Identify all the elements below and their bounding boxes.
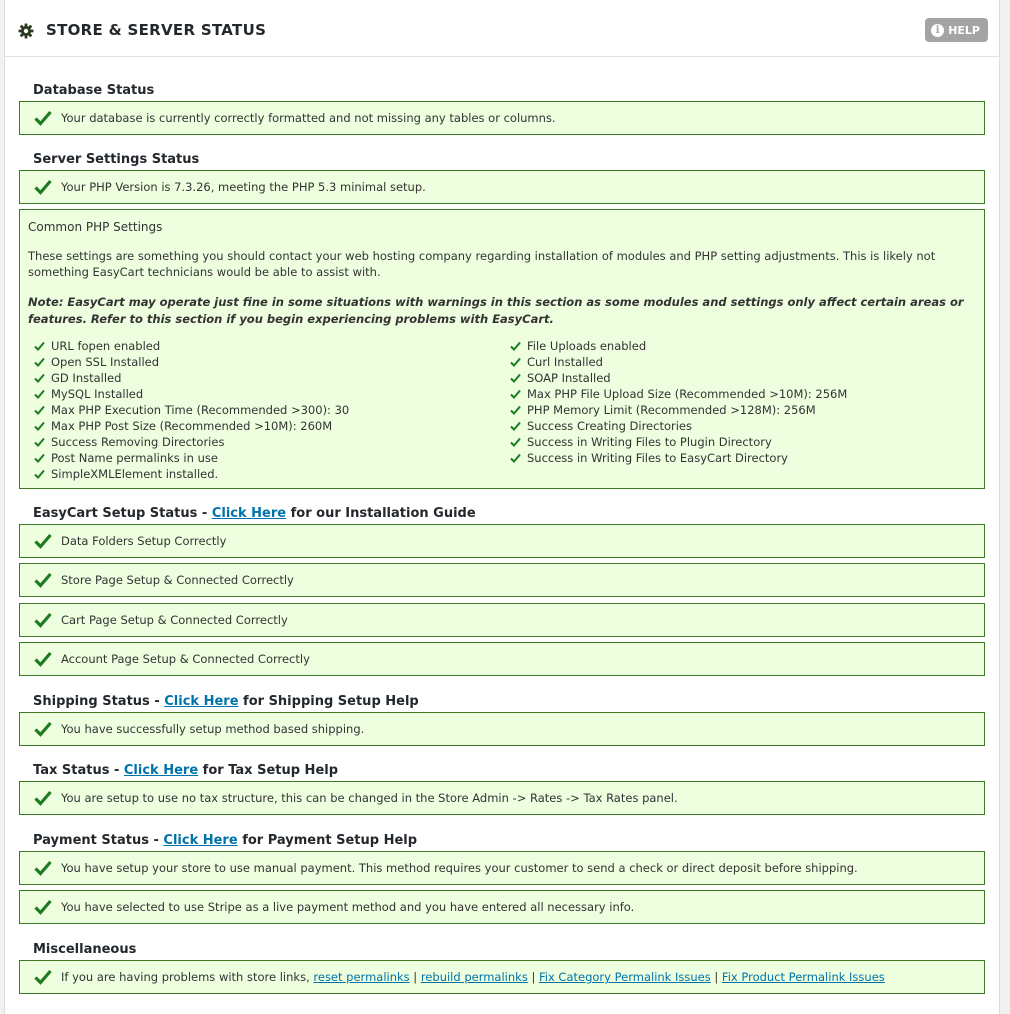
link-divider: |	[409, 970, 421, 984]
php-setting-label: Max PHP Post Size (Recommended >10M): 260M	[51, 419, 333, 433]
payment-help-link[interactable]: Click Here	[163, 833, 238, 848]
check-icon	[34, 720, 52, 738]
payment-status-label: Payment Status	[33, 833, 149, 848]
payment-message	[19, 851, 985, 885]
shipping-status-suffix: for Shipping Setup Help	[238, 694, 419, 709]
setup-status-title	[33, 506, 476, 521]
setup-message	[19, 524, 985, 558]
shipping-status-label: Shipping Status	[33, 694, 150, 709]
rebuild-permalinks-link[interactable]: rebuild permalinks	[420, 970, 528, 984]
gear-icon	[18, 23, 34, 39]
link-divider: |	[527, 970, 539, 984]
database-status-title: Database Status	[33, 83, 155, 98]
php-setting-label: SimpleXMLElement installed.	[51, 467, 219, 481]
php-setting-item	[34, 338, 349, 354]
separator: -	[197, 506, 212, 521]
php-setting-label: Success in Writing Files to Plugin Directory	[527, 435, 772, 449]
php-setting-item	[510, 370, 847, 386]
message-text: If you are having problems with store links,	[61, 970, 314, 984]
php-setting-label: Success in Writing Files to EasyCart Directory	[527, 451, 788, 465]
php-setting-label: SOAP Installed	[527, 371, 611, 385]
php-setting-item	[510, 418, 847, 434]
shipping-status-title	[33, 694, 419, 709]
php-setting-item	[510, 402, 847, 418]
php-setting-label: PHP Memory Limit (Recommended >128M): 256M	[527, 403, 816, 417]
check-icon	[510, 341, 521, 352]
php-setting-item	[34, 466, 349, 482]
check-icon	[34, 859, 52, 877]
php-setting-item	[510, 450, 847, 466]
message-text: You have successfully setup method based shipping.	[61, 722, 365, 736]
php-settings-note: Note: EasyCart may operate just fine in some situations with warnings in this section as some modules and settings only affect certain areas or features. Refer to this section if you begin experiencing problems with EasyCart.	[28, 295, 964, 326]
fix-product-permalink-link[interactable]: Fix Product Permalink Issues	[721, 970, 885, 984]
database-status-message	[19, 101, 985, 135]
misc-title: Miscellaneous	[33, 942, 137, 957]
php-setting-item	[510, 354, 847, 370]
check-icon	[34, 611, 52, 629]
message-text: Data Folders Setup Correctly	[61, 534, 227, 548]
message-text: Your database is currently correctly formatted and not missing any tables or columns.	[61, 111, 556, 125]
setup-message	[19, 603, 985, 637]
message-text: Cart Page Setup & Connected Correctly	[61, 613, 288, 627]
php-setting-item	[510, 338, 847, 354]
php-setting-item	[34, 418, 349, 434]
php-setting-label: Success Removing Directories	[51, 435, 225, 449]
check-icon	[34, 453, 45, 464]
check-icon	[510, 437, 521, 448]
php-setting-label: GD Installed	[51, 371, 122, 385]
installation-guide-link[interactable]: Click Here	[211, 506, 287, 521]
shipping-message	[19, 712, 985, 746]
check-icon	[34, 373, 45, 384]
check-icon	[34, 341, 45, 352]
php-setting-label: Max PHP Execution Time (Recommended >300): 30	[51, 403, 350, 417]
server-status-message	[19, 170, 985, 204]
check-icon	[510, 421, 521, 432]
check-icon	[510, 389, 521, 400]
message-text: You have selected to use Stripe as a live payment method and you have entered all necessary info.	[61, 900, 635, 914]
message-text: You have setup your store to use manual payment. This method requires your customer to send a check or direct deposit before shipping.	[61, 861, 858, 875]
setup-status-label: EasyCart Setup Status	[33, 506, 198, 521]
php-setting-label: Post Name permalinks in use	[51, 451, 218, 465]
message-text: Store Page Setup & Connected Correctly	[61, 573, 294, 587]
reset-permalinks-link[interactable]: reset permalinks	[313, 970, 410, 984]
setup-message	[19, 642, 985, 676]
payment-status-title	[33, 833, 417, 848]
php-setting-label: Max PHP File Upload Size (Recommended >10M): 256M	[527, 387, 848, 401]
separator: -	[109, 763, 124, 778]
php-settings-right-list	[510, 338, 847, 466]
php-setting-item	[34, 402, 349, 418]
server-status-title: Server Settings Status	[33, 152, 200, 167]
misc-message	[19, 960, 985, 994]
check-icon	[34, 405, 45, 416]
check-icon	[34, 109, 52, 127]
tax-status-suffix: for Tax Setup Help	[198, 763, 339, 778]
page-title: STORE & SERVER STATUS	[46, 21, 267, 39]
separator: -	[149, 694, 165, 709]
payment-status-suffix: for Payment Setup Help	[237, 833, 418, 848]
check-icon	[510, 373, 521, 384]
payment-message	[19, 890, 985, 924]
check-icon	[34, 469, 45, 480]
help-label: HELP	[948, 23, 980, 37]
setup-message	[19, 563, 985, 597]
check-icon	[34, 389, 45, 400]
check-icon	[34, 421, 45, 432]
php-setting-item	[34, 386, 349, 402]
separator: -	[148, 833, 164, 848]
panel-header	[5, 0, 999, 57]
setup-status-suffix: for our Installation Guide	[286, 506, 476, 521]
php-setting-label: Curl Installed	[527, 355, 603, 369]
php-setting-label: MySQL Installed	[51, 387, 144, 401]
check-icon	[510, 357, 521, 368]
php-setting-label: File Uploads enabled	[527, 339, 647, 353]
check-icon	[510, 453, 521, 464]
tax-help-link[interactable]: Click Here	[123, 763, 199, 778]
info-icon: i	[931, 24, 944, 37]
help-button[interactable]	[925, 18, 988, 42]
php-settings-left-list	[34, 338, 349, 482]
check-icon	[34, 178, 52, 196]
check-icon	[34, 571, 52, 589]
php-setting-item	[34, 370, 349, 386]
php-settings-box	[19, 209, 985, 489]
php-setting-item	[510, 434, 847, 450]
link-divider: |	[710, 970, 722, 984]
check-icon	[34, 898, 52, 916]
php-settings-title: Common PHP Settings	[28, 220, 163, 234]
message-text: Your PHP Version is 7.3.26, meeting the PHP 5.3 minimal setup.	[61, 180, 426, 194]
php-setting-label: Open SSL Installed	[51, 355, 160, 369]
status-panel	[4, 0, 1000, 1014]
php-setting-label: URL fopen enabled	[51, 339, 161, 353]
php-setting-item	[34, 354, 349, 370]
check-icon	[34, 532, 52, 550]
shipping-help-link[interactable]: Click Here	[164, 694, 239, 709]
tax-message	[19, 781, 985, 815]
fix-category-permalink-link[interactable]: Fix Category Permalink Issues	[539, 970, 711, 984]
check-icon	[510, 405, 521, 416]
php-setting-item	[34, 450, 349, 466]
check-icon	[34, 968, 52, 986]
php-setting-item	[510, 386, 847, 402]
php-setting-item	[34, 434, 349, 450]
message-text: You are setup to use no tax structure, this can be changed in the Store Admin -> Rates -> Tax Rates panel.	[61, 791, 678, 805]
tax-status-label: Tax Status	[33, 763, 110, 778]
php-setting-label: Success Creating Directories	[527, 419, 692, 433]
check-icon	[34, 650, 52, 668]
php-settings-description: These settings are something you should contact your web hosting company regarding installation of modules and PHP setting adjustments. This is likely not something EasyCart technicians would be able to assist with.	[28, 249, 936, 279]
check-icon	[34, 789, 52, 807]
message-text: Account Page Setup & Connected Correctly	[61, 652, 310, 666]
check-icon	[34, 357, 45, 368]
tax-status-title	[33, 763, 338, 778]
check-icon	[34, 437, 45, 448]
